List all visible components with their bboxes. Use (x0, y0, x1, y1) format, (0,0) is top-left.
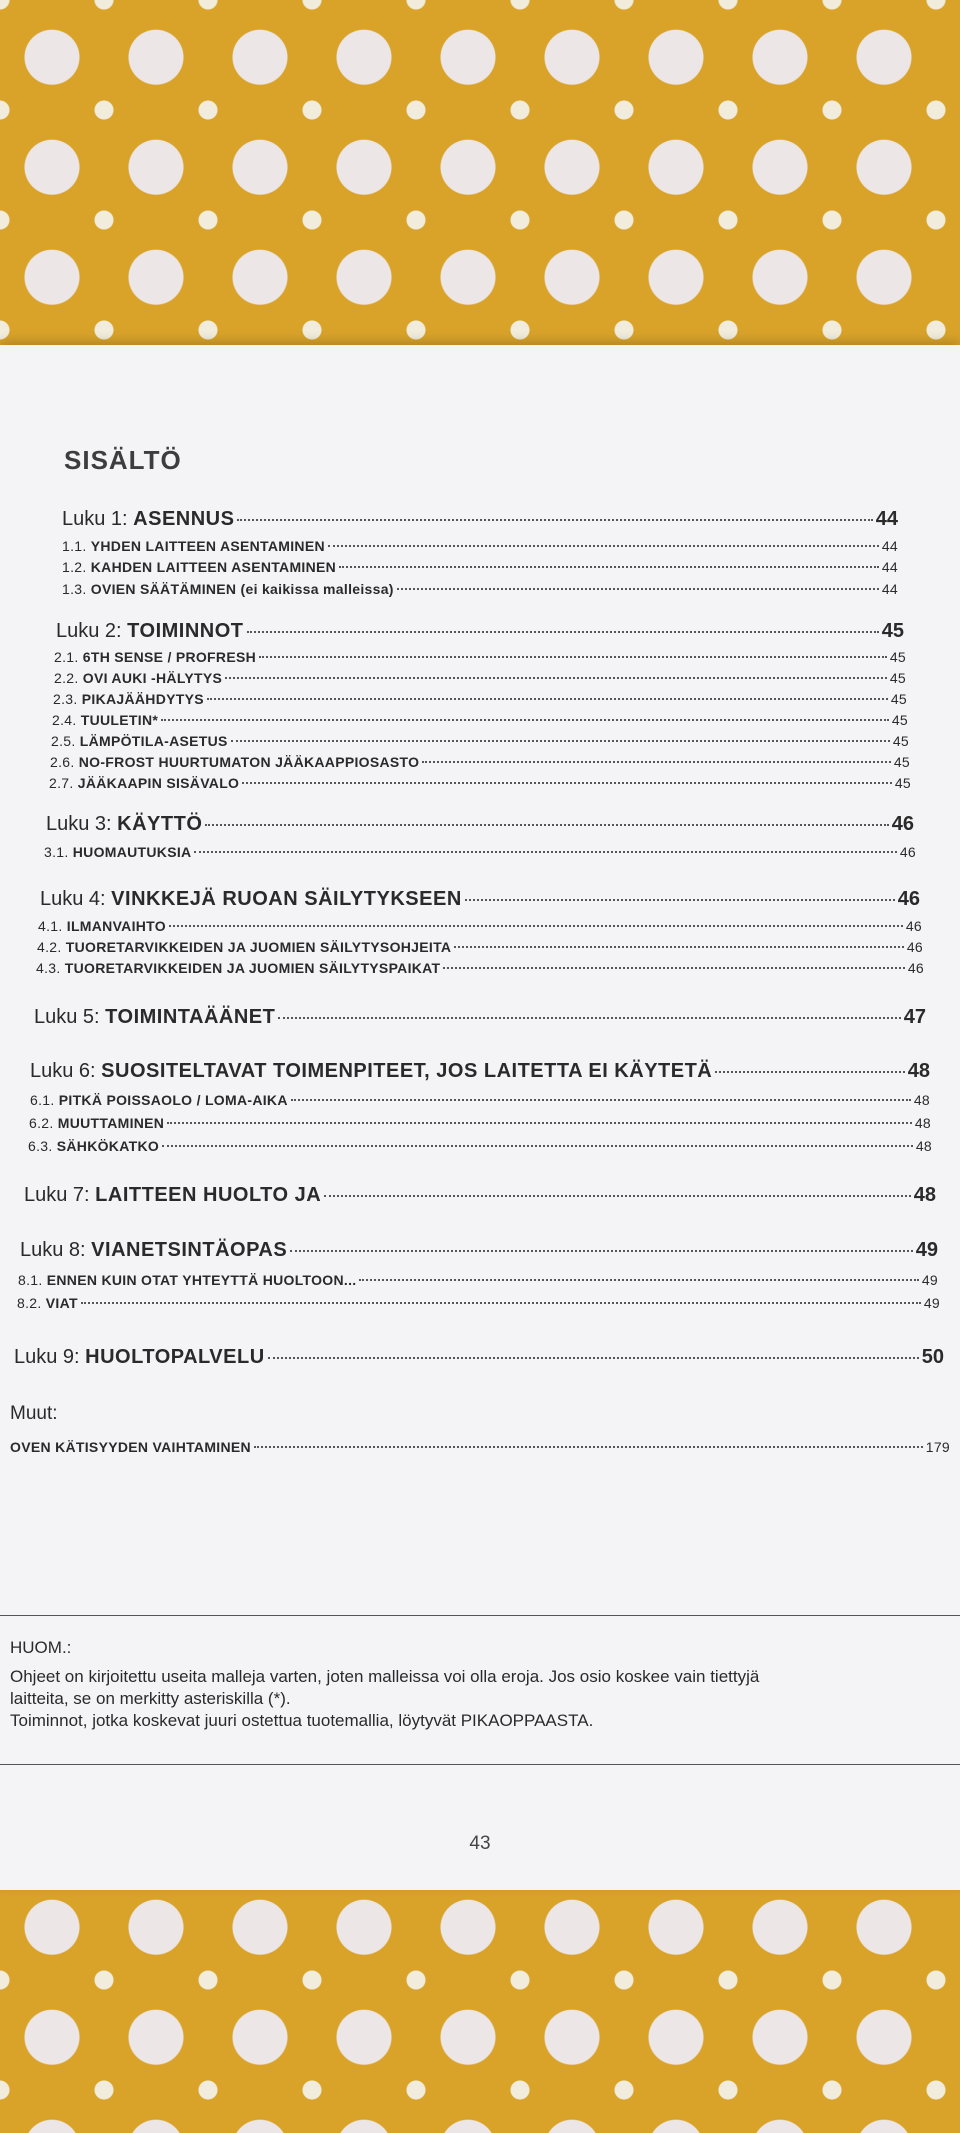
page-ref: 45 (892, 733, 909, 749)
leader-dots (225, 677, 887, 679)
leader-dots (81, 1302, 921, 1304)
entry-title: NO-FROST HUURTUMATON JÄÄKAAPPIOSASTO (78, 754, 420, 770)
page-ref: 46 (899, 844, 916, 860)
page-ref: 44 (881, 581, 898, 597)
chapter-title: TOIMINTAÄÄNET (105, 1006, 276, 1028)
page-ref: 45 (881, 620, 904, 642)
toc-chapter-1[interactable] (62, 508, 898, 531)
entry-title: OVEN KÄTISYYDEN VAIHTAMINEN (10, 1439, 251, 1455)
note-line: Toiminnot, jotka koskevat juuri ostettua tuotemallia, löytyvät PIKAOPPAASTA. (10, 1711, 594, 1730)
toc-entry-2-5[interactable] (51, 733, 909, 749)
entry-number: 6.3. (28, 1138, 57, 1154)
entry-number: 2.4. (52, 712, 81, 728)
chapter-prefix: Luku 7: (24, 1184, 96, 1206)
page-ref: 45 (889, 670, 906, 686)
toc-chapter-7[interactable] (24, 1184, 936, 1207)
toc-entry-4-2[interactable] (37, 939, 923, 955)
entry-title: KAHDEN LAITTEEN ASENTAMINEN (90, 559, 337, 575)
toc-chapter-9[interactable] (14, 1346, 944, 1369)
entry-number: 2.1. (54, 649, 83, 665)
page-ref: 44 (881, 538, 898, 554)
entry-number: 2.6. (50, 754, 79, 770)
toc-entry-1-1[interactable] (62, 538, 898, 554)
entry-title: SÄHKÖKATKO (56, 1138, 160, 1154)
toc-entry-8-1[interactable] (18, 1272, 938, 1288)
page-ref: 46 (907, 960, 924, 976)
entry-number: 1.3. (62, 581, 91, 597)
entry-number: 4.3. (36, 960, 65, 976)
leader-dots (443, 967, 904, 969)
page-ref: 45 (889, 649, 906, 665)
entry-number: 8.1. (18, 1272, 47, 1288)
leader-dots (162, 1145, 913, 1147)
toc-entry-4-3[interactable] (36, 960, 924, 976)
leader-dots (454, 946, 904, 948)
toc-entry-3-1[interactable] (44, 844, 916, 860)
page-ref: 47 (903, 1006, 926, 1028)
entry-number: 3.1. (44, 844, 73, 860)
chapter-prefix: Luku 8: (20, 1239, 92, 1261)
other-heading: Muut: (10, 1403, 58, 1424)
page-ref: 48 (915, 1138, 932, 1154)
chapter-prefix: Luku 6: (30, 1060, 102, 1082)
page-ref: 45 (891, 712, 908, 728)
chapter-prefix: Luku 9: (14, 1346, 86, 1368)
page-ref: 48 (907, 1060, 930, 1082)
toc-chapter-2[interactable] (56, 620, 904, 643)
entry-title: PIKAJÄÄHDYTYS (81, 691, 204, 707)
note-line: Ohjeet on kirjoitettu useita malleja varten, joten malleissa voi olla eroja. Jos osio koskee vain tiettyjä (10, 1667, 760, 1686)
entry-number: 2.2. (54, 670, 83, 686)
leader-dots (715, 1071, 905, 1073)
toc-entry-2-3[interactable] (53, 691, 907, 707)
entry-number: 4.1. (38, 918, 67, 934)
page-ref: 46 (906, 939, 923, 955)
leader-dots (278, 1017, 900, 1019)
entry-number: 4.2. (37, 939, 66, 955)
toc-entry-6-2[interactable] (29, 1115, 931, 1131)
note-box (0, 1615, 960, 1765)
toc-chapter-5[interactable] (34, 1006, 926, 1029)
toc-entry-2-4[interactable] (52, 712, 908, 728)
page-ref: 45 (893, 754, 910, 770)
entry-title: OVIEN SÄÄTÄMINEN (ei kaikissa malleissa) (90, 581, 394, 597)
toc-entry-door-reversal[interactable] (10, 1439, 950, 1455)
leader-dots (259, 656, 887, 658)
page-ref: 48 (913, 1092, 930, 1108)
page-ref: 45 (890, 691, 907, 707)
entry-title: PITKÄ POISSAOLO / LOMA-AIKA (58, 1092, 288, 1108)
leader-dots (242, 782, 892, 784)
leader-dots (290, 1250, 913, 1252)
chapter-title: KÄYTTÖ (117, 813, 203, 835)
chapter-title: SUOSITELTAVAT TOIMENPITEET, JOS LAITETTA EI KÄYTETÄ (101, 1060, 713, 1082)
chapter-prefix: Luku 2: (56, 620, 128, 642)
page-number: 43 (469, 1833, 491, 1854)
entry-title: YHDEN LAITTEEN ASENTAMINEN (90, 538, 325, 554)
page-ref: 49 (923, 1295, 940, 1311)
leader-dots (324, 1195, 911, 1197)
chapter-title: VIANETSINTÄOPAS (91, 1239, 288, 1261)
page-ref: 49 (921, 1272, 938, 1288)
note-line: laitteita, se on merkitty asteriskilla (*). (10, 1689, 291, 1708)
leader-dots (194, 851, 896, 853)
leader-dots (254, 1446, 923, 1448)
leader-dots (231, 740, 890, 742)
page-ref: 46 (905, 918, 922, 934)
page-ref: 49 (915, 1239, 938, 1261)
entry-title: ENNEN KUIN OTAT YHTEYTTÄ HUOLTOON... (46, 1272, 357, 1288)
chapter-prefix: Luku 4: (40, 888, 112, 910)
entry-title: VIAT (45, 1295, 78, 1311)
entry-title: ILMANVAIHTO (66, 918, 166, 934)
page-ref: 45 (894, 775, 911, 791)
entry-title: HUOMAUTUKSIA (72, 844, 192, 860)
chapter-prefix: Luku 5: (34, 1006, 106, 1028)
leader-dots (268, 1357, 919, 1359)
leader-dots (397, 588, 879, 590)
leader-dots (207, 698, 888, 700)
page-ref: 48 (913, 1184, 936, 1206)
leader-dots (237, 519, 872, 521)
entry-title: TUULETIN* (80, 712, 159, 728)
leader-dots (247, 631, 879, 633)
entry-title: LÄMPÖTILA-ASETUS (79, 733, 228, 749)
entry-title: MUUTTAMINEN (57, 1115, 165, 1131)
page-ref: 46 (891, 813, 914, 835)
leader-dots (328, 545, 879, 547)
leader-dots (291, 1099, 911, 1101)
entry-number: 1.2. (62, 559, 91, 575)
leader-dots (205, 824, 888, 826)
page-ref: 46 (897, 888, 920, 910)
toc-entry-2-6[interactable] (50, 754, 910, 770)
page-ref: 50 (921, 1346, 944, 1368)
chapter-title: TOIMINNOT (127, 620, 244, 642)
leader-dots (169, 925, 903, 927)
toc-chapter-6[interactable] (30, 1060, 930, 1083)
entry-title: OVI AUKI -HÄLYTYS (82, 670, 223, 686)
leader-dots (167, 1122, 912, 1124)
page-ref: 44 (881, 559, 898, 575)
entry-title: 6TH SENSE / PROFRESH (82, 649, 257, 665)
toc-entry-6-3[interactable] (28, 1138, 932, 1154)
chapter-title: LAITTEEN HUOLTO JA (95, 1184, 322, 1206)
entry-number: 6.2. (29, 1115, 58, 1131)
chapter-title: ASENNUS (133, 508, 235, 530)
toc-chapter-3[interactable] (46, 813, 914, 836)
chapter-title: VINKKEJÄ RUOAN SÄILYTYKSEEN (111, 888, 462, 910)
entry-number: 2.3. (53, 691, 82, 707)
toc-entry-8-2[interactable] (17, 1295, 940, 1311)
entry-title: TUORETARVIKKEIDEN JA JUOMIEN SÄILYTYSPAIKAT (64, 960, 441, 976)
entry-number: 2.7. (49, 775, 78, 791)
entry-title: TUORETARVIKKEIDEN JA JUOMIEN SÄILYTYSOHJEITA (65, 939, 452, 955)
leader-dots (339, 566, 879, 568)
toc-entry-1-2[interactable] (62, 559, 898, 575)
note-title: HUOM.: (10, 1638, 72, 1657)
toc-entry-2-1[interactable] (54, 649, 906, 665)
toc-entry-1-3[interactable] (62, 581, 898, 597)
toc-chapter-4[interactable] (40, 888, 920, 911)
entry-number: 6.1. (30, 1092, 59, 1108)
entry-number: 2.5. (51, 733, 80, 749)
entry-number: 8.2. (17, 1295, 46, 1311)
toc-chapter-8[interactable] (20, 1239, 938, 1262)
leader-dots (422, 761, 890, 763)
note-text (10, 1666, 950, 1732)
page-ref: 179 (925, 1439, 950, 1455)
entry-number: 1.1. (62, 538, 91, 554)
page-title: SISÄLTÖ (64, 445, 182, 475)
leader-dots (161, 719, 889, 721)
entry-title: JÄÄKAAPIN SISÄVALO (77, 775, 240, 791)
chapter-title: HUOLTOPALVELU (85, 1346, 265, 1368)
manual-page (0, 345, 960, 1890)
toc-entry-6-1[interactable] (30, 1092, 930, 1108)
chapter-prefix: Luku 3: (46, 813, 118, 835)
leader-dots (465, 899, 895, 901)
leader-dots (359, 1279, 918, 1281)
page-ref: 48 (914, 1115, 931, 1131)
toc-entry-2-7[interactable] (49, 775, 911, 791)
chapter-prefix: Luku 1: (62, 508, 134, 530)
toc-entry-4-1[interactable] (38, 918, 922, 934)
page-ref: 44 (875, 508, 898, 530)
toc-entry-2-2[interactable] (54, 670, 906, 686)
